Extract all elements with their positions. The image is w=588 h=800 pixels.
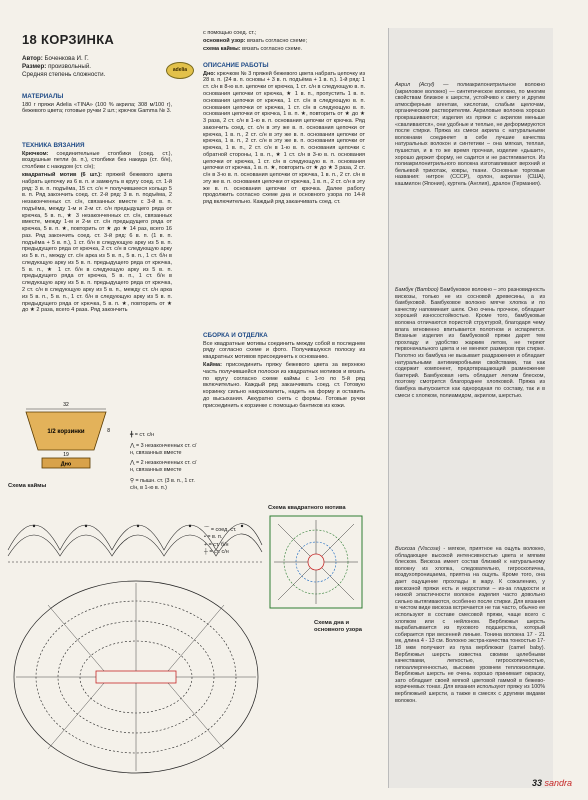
acryl-paragraph — [395, 82, 545, 188]
square-paragraph — [22, 172, 172, 314]
legend-text: = 3 незаконченных ст. с/н, связанных вместе — [130, 442, 197, 456]
note-line-1: с помощью соед. ст.; — [203, 30, 257, 36]
note-text-3: вязать согласно схеме. — [242, 45, 303, 52]
page-number-value: 33 — [532, 778, 543, 788]
legend2-symbol: ⌒ — [204, 527, 210, 533]
square-text: пряжей бежевого цвета набрать цепочку из 6 в. п. и замкнуть в кругу соед. ст. 1-й ряд: 3 в. п. подъёма, 15 ст. с/н = получившееся кольцо 5 в. п. Ряд закончить соед. ст. 2-й ряд: 3 в. п. подъёма, 2 незаконченных ст. с/н, связанных вместе с 3-й в. п. подъёма, между 1-м и 2-м ст. с/н предыдущего ряда от крючка, 5 в. п., ★ 3 незаконченных ст. с/н, связанных вместе, между 1-м и 2-м ст. с/н предыдущего ряда от крючка, 5 в. п. ★, повторить от ★ до ★ 14 раз, всего 16 раз. Ряд закончить соед. ст. 3-й ряд: 6 в. п. (1 в. п. подъёма + 5 в. п.), 1 ст. б/н в следующую арку из 5 в. п. предыдущего ряда от крючка, 2 ст. с/н в следующую арку из 5 в. п., между ст. с/н арка из 5 в. п., 5 в. п., 1 ст. б/н в следующую арку из 5 в. п. предыдущего ряда от крючка, 5 в. п., ★ 1 ст. б/н в следующую арку из 5 в. п. предыдущего ряда от крючка, 5 в. п., 1 ст. б/н в следующую арку из 5 в. п. предыдущего ряда от крючка, 2 ст. с/н в следующую арку из 5 в. п., между ст. с/н арка из 5 в. п., 5 в. п., 1 ст. б/н в следующую арку из 5 в. п. предыдущего ряда от крючка, 5 в. п. ★, повторить от ★ до ★ 2 раза, всего 4 раза. Ряд закончить — [22, 171, 172, 314]
yarn-brand-logo: adelia — [166, 62, 194, 79]
note-line-2 — [203, 38, 365, 45]
legend2-symbol: • — [204, 534, 206, 541]
assembly-text: Все квадратные мотивы соединить между собой в последнем ряду согласно схеме и фото. Получившуюся полоску из квадратных мотивов присоединить к основанию. — [203, 340, 365, 361]
bamboo-info — [395, 287, 545, 399]
acryl-label: Акрил (Acryl) — [395, 82, 435, 88]
viscose-text: - мягкое, приятное на ощупь волокно, обладающее высокой интенсивностью цвета и мягким блеском. Вискоза имеет состав близкий к натуральному волокну из хлопка, следовательно, гигроскопична, воздухопроницаема, приятна на ощупь. Кроме того, она дает ощущение прохлады в жару. К сожалению, у вискозной пряжи есть и недостатки – из-за гладкости и низкой эластичности волокон изделия часто довольно сильно вытягиваются, особенно после стирки. Для вязания в чистом виде вискоза встречается не так часто, обычно ее используют в составе смесовой пряжи, чаще всего с хлопком или с нейлоном. Верблюжья шерсть вырабатывается из пухового подшерстка, который собирается при весенней линьке. Тонина волокна 17 - 21 мк, длина 4 - 13 см. Волокно экстра-качества тонкостью 17-18 мкм получают из пуха верблюжат (camel baby). Верблюжья шерсть известна своими целебными качествами, легкостью, гигроскопичностью, гипоаллергенностью, высоким уровнем теплоизоляции. Верблюжья шерсть не очень хорошо принимает окраску, зато обладает своей мягкой цветовой гаммой в бежево-коричневых тонах. Для вязания используют пряжу из 100% верблюжьей шерсти, а также в смесях с другими видами волокон. — [395, 546, 545, 704]
legend-symbol: ⋀ — [130, 442, 135, 449]
legend-symbol: ⚲ — [130, 477, 134, 484]
border-arc-row — [8, 524, 262, 550]
technique-heading: ТЕХНИКА ВЯЗАНИЯ — [22, 142, 85, 149]
border-paragraph — [203, 362, 365, 409]
note-text-2: вязать согласно схеме; — [247, 37, 308, 44]
page-title: 18 КОРЗИНКА — [22, 32, 115, 47]
note-label-2: основной узор: — [203, 37, 246, 44]
viscose-label: Вискоза (Viscose) — [395, 546, 441, 552]
bottom-foundation-chain — [96, 671, 176, 683]
note-line-3 — [203, 46, 365, 53]
assembly-heading: СБОРКА И ОТДЕЛКА — [203, 332, 268, 339]
viscose-info — [395, 546, 545, 704]
symbol-legend — [130, 432, 200, 495]
page-number — [532, 778, 572, 788]
bamboo-text: Бамбуковое волокно – это разновидность вискозы, только не из сосновой древесины, а из бамбуковой. Бамбуковое волокно мягче хлопка и по качеству напоминает шелк. Оно очень прочное, обладает хорошей износостойкостью. Кроме того, бамбуковые волокна отличаются пористой структурой, благодаря чему влага мгновенно впитывается полотном и испаряется. Вязаные изделия из бамбуковой пряжи дарят тем прохладу и удобство жарким летом, не теряют первоначального цвета и не меняют размеров при стирке. Полотно из бамбука не вызывает раздражения и обладает натуральными антимикробными свойствами, так как содержит компонент, предотвращающий размножение бактерий. Бамбуковая нить обладает легким блеском, поэтому смотрится благороднее хлопковой. Пряжа из бамбука выпускается как однородная по составу, так и в смеси с хлопком, полиамидом, акрилом, шерстью. — [395, 287, 545, 399]
border-stitch-dot — [137, 525, 139, 527]
legend-symbol: ⋀ — [130, 460, 135, 467]
border-scheme-diagram — [4, 490, 266, 570]
dim-top: 32 — [63, 402, 69, 408]
size-line — [22, 63, 162, 71]
basket-shape-diagram — [22, 400, 112, 472]
technique-section — [22, 142, 172, 315]
pattern-notes — [203, 30, 365, 53]
legend2-symbol: ┼ — [204, 548, 208, 555]
materials-section — [22, 93, 172, 116]
border-stitch-dot — [241, 525, 243, 527]
author-label: Автор: — [22, 55, 43, 62]
acryl-text: — полиакрилонитрильное волокно (акриловое волокно) — синтетическое волокно, по многим свойствам близкое к шерсти, устойчиво к свету и другим атмосферным агентам, кислотам, слабым щелочам, органическим растворителям. Акриловые волокна хорошо прокрашиваются; изделия из пряжи с акрилом меньше «сваливаются», они удобные и теплые, не деформируются после стирки. Пряжа из смеси акрила с натуральными волокнами соединяет в себе лучшие качества натуральных волокон и синтетики – она мягкая, теплая, пушистая, и в то же время прочная, изделие «дышит», хорошо держит форму, не садится и не растягивается. Из полиакрилонитрильного волокна изготавливают верхний и бельевой трикотаж, ковры, ткани. Основные торговые названия: нитрон (СССР), орлон, акрилан (США), кашмилон (Япония), куртель (Англия), дралон (Германия). — [395, 82, 546, 187]
author-value: Боченкова И. Г. — [44, 55, 89, 62]
work-bottom-label: Дно: — [203, 70, 216, 77]
bamboo-label: Бамбук (Bamboo) — [395, 287, 439, 293]
work-heading: ОПИСАНИЕ РАБОТЫ — [203, 62, 269, 69]
work-paragraph — [203, 71, 365, 206]
legend2-text: = в. п. — [207, 534, 223, 541]
note-label-3: схема каймы: — [203, 45, 241, 52]
legend2-text: = ст. б/н — [208, 541, 229, 548]
border-scheme-label: Схема каймы — [8, 483, 47, 489]
basket-half-label: 1/2 корзинки — [47, 429, 85, 435]
author-line — [22, 55, 162, 63]
square-center-ring — [308, 554, 324, 570]
border-text: присоединить пряжу бежевого цвета за верхнюю часть получившейся полоски из квадратных мотивов и вязать по кругу согласно схеме каймы с 1-го по 5-й ряд включительно. Каждый ряд заканчивать соед. ст. Готовую корзинку сильно накрахмалить, надеть на форму и оставить до высыхания. Аккуратно снять с формы. Готовые ручки присоединить к корзинке с помощью бантиков из кожи. — [203, 361, 365, 409]
legend2-text: = ст. с/н — [209, 548, 229, 555]
square-spokes — [274, 520, 358, 604]
legend-text: = пышн. ст. (3 в. п., 1 ст. с/н, в 1-ю в. п.) — [130, 477, 195, 491]
work-description — [203, 62, 365, 207]
square-label: квадратный мотив (6 шт.): — [22, 171, 102, 178]
border-stitch-dot — [189, 525, 191, 527]
legend-text: = 2 незаконченных ст. с/н, связанных вместе — [130, 460, 197, 473]
legend-text: = ст. с/н — [134, 432, 155, 438]
border-stitch-dot — [33, 525, 35, 527]
crochet-label: Крючком: — [22, 150, 49, 157]
legend-item — [130, 443, 200, 457]
square-motif-diagram — [268, 514, 364, 610]
dim-bottom: 19 — [63, 452, 69, 458]
crochet-text: соединительные столбики (соед. ст.), воздушные петли (в. п.), столбики без накида (ст. б/н), столбики с накидом (ст. с/н); — [22, 150, 172, 171]
legend-item — [130, 432, 200, 439]
basket-bottom-label: Дно — [60, 461, 72, 468]
bottom-spokes — [16, 583, 256, 771]
square-scheme-label: Схема квадратного мотива — [268, 505, 346, 511]
legend2-symbol: + — [204, 541, 208, 548]
size-value: произвольный. — [48, 62, 92, 70]
materials-text: 180 г пряжи Adelia «TINA» (100 % акрила; 308 м/100 г), бежевого цвета; готовые ручки 2 шт.; крючок Gamma № 3. — [22, 101, 172, 115]
acryl-info — [395, 82, 545, 188]
legend2-text: = соед. ст. — [210, 527, 237, 533]
work-text: крючком № 3 пряжей бежевого цвета набрать цепочку из 28 в. п. (24 в. п. основы + 3 в. п. подъёма + 1 в. п.). 1-й ряд: 1 ст. с/н в 8-ю в.п. цепочки от крючка, 1 ст. с/н в следующую в. п. основания цепочки от крючка, ★ 1 в. п., пропустить 1 в. п. основания цепочки от крючка, 1 ст. с/н в следующую в. п. основания цепочки от крючка, 1 ст. с/н в следующую в. п. основания цепочки от крючка, 1 в. п. ★, повторить от ★ до ★ 3 раза, 2 ст. с/н в 1-ю в. п. основания цепочки от крючка. Ряд закончить соед. ст. с/н в эту же в. п. основания цепочки от крючка, 1 в. п., 2 ст. с/н в эту же в. п. основания цепочки от крючка, 1 в. п., 2 ст. с/н в эту же в. п. основания цепочки от крючка, 1 в. п., 2 ст. с/н в 1-ю в. п. основания цепочки с обратной стороны, 1 в. п., ★ 1 ст. с/н в 3-ю в. п. основания цепочки от крючка, 1 ст. с/н в следующую в. п. основания цепочки от крючка, 1 в. п. ★, повторить от ★ до ★ 3 раза, 2 ст. с/н в 3-ю в. п. основания цепочки от крючка, 1 в. п., 2 ст. с/н в эту же в. п. основания цепочки от крючка, 1 в. п., 2 ст. с/н в эту же в. п. основания цепочки от крючка. Далее работу продолжить согласно схеме дна и основного узора по 14-й ряд включительно. Каждый ряд заканчивать соед. ст. — [203, 70, 365, 206]
magazine-name: sandra — [544, 778, 573, 788]
project-meta — [22, 55, 162, 78]
legend-item — [130, 460, 200, 474]
legend-symbol: ╋ — [130, 432, 134, 438]
border-label: Кайма: — [203, 361, 222, 368]
difficulty-line: Средняя степень сложности. — [22, 70, 106, 78]
bamboo-paragraph — [395, 287, 545, 399]
materials-heading: МАТЕРИАЛЫ — [22, 93, 64, 100]
border-stitch-dot — [85, 525, 87, 527]
viscose-paragraph — [395, 546, 545, 704]
crochet-paragraph — [22, 151, 172, 171]
bottom-scheme-label: Схема дна и основного узора — [314, 620, 363, 634]
assembly-section — [203, 332, 365, 410]
dim-side: 8 — [107, 428, 110, 434]
size-label: Размер: — [22, 62, 47, 70]
bottom-scheme-diagram — [8, 575, 264, 780]
